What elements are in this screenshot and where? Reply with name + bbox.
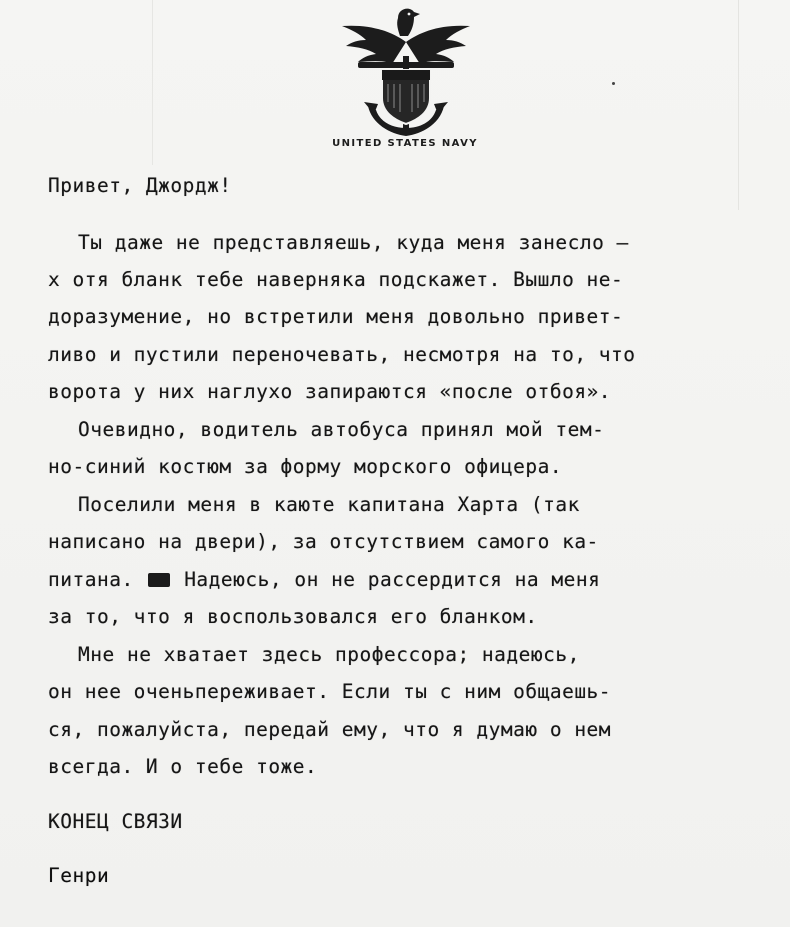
letter-line: Очевидно, водитель автобуса принял мой тем- [78, 418, 605, 441]
paper-speck [612, 82, 615, 85]
letter-line: х отя бланк тебе наверняка подскажет. Вышло не- [48, 268, 624, 291]
letterhead-org: UNITED STATES NAVY [332, 138, 478, 149]
letter-line: ворота у них наглухо запираются «после отбоя». [48, 380, 612, 403]
letter-line: доразумение, но встретили меня довольно привет- [48, 305, 624, 328]
letter-line: но-синий костюм за форму морского офицера. [48, 455, 563, 478]
letter-line-with-strikeout [48, 570, 600, 590]
letter-line: Ты даже не представляешь, куда меня занесло — [78, 231, 629, 254]
letter-line: написано на двери), за отсутствием самого ка- [48, 530, 599, 553]
letter-line: за то, что я воспользовался его бланком. [48, 605, 538, 628]
letter-line: Поселили меня в каюте капитана Харта (так [78, 493, 580, 516]
typed-strikeout-blot [148, 573, 170, 587]
letter-line: ливо и пустили переночевать, несмотря на то, что [48, 343, 636, 366]
signature: Генри [48, 864, 110, 887]
letter-line-part: питана. [48, 568, 134, 591]
letter-line: всегда. И о тебе тоже. [48, 755, 318, 778]
letter-line: Мне не хватает здесь профессора; надеюсь, [78, 643, 580, 666]
paper-fold-line-right [738, 0, 739, 210]
letter-line: ся, пожалуйста, передай ему, что я думаю о нем [48, 718, 612, 741]
paper-fold-line [152, 0, 153, 165]
closing: КОНЕЦ СВЯЗИ [48, 810, 183, 833]
letter-line-part: Надеюсь, он не рассердится на меня [184, 568, 601, 591]
letter-line: он нее оченьпереживает. Если ты с ним общаешь- [48, 680, 612, 703]
greeting: Привет, Джордж! [48, 174, 232, 197]
navy-emblem-icon [338, 2, 474, 142]
